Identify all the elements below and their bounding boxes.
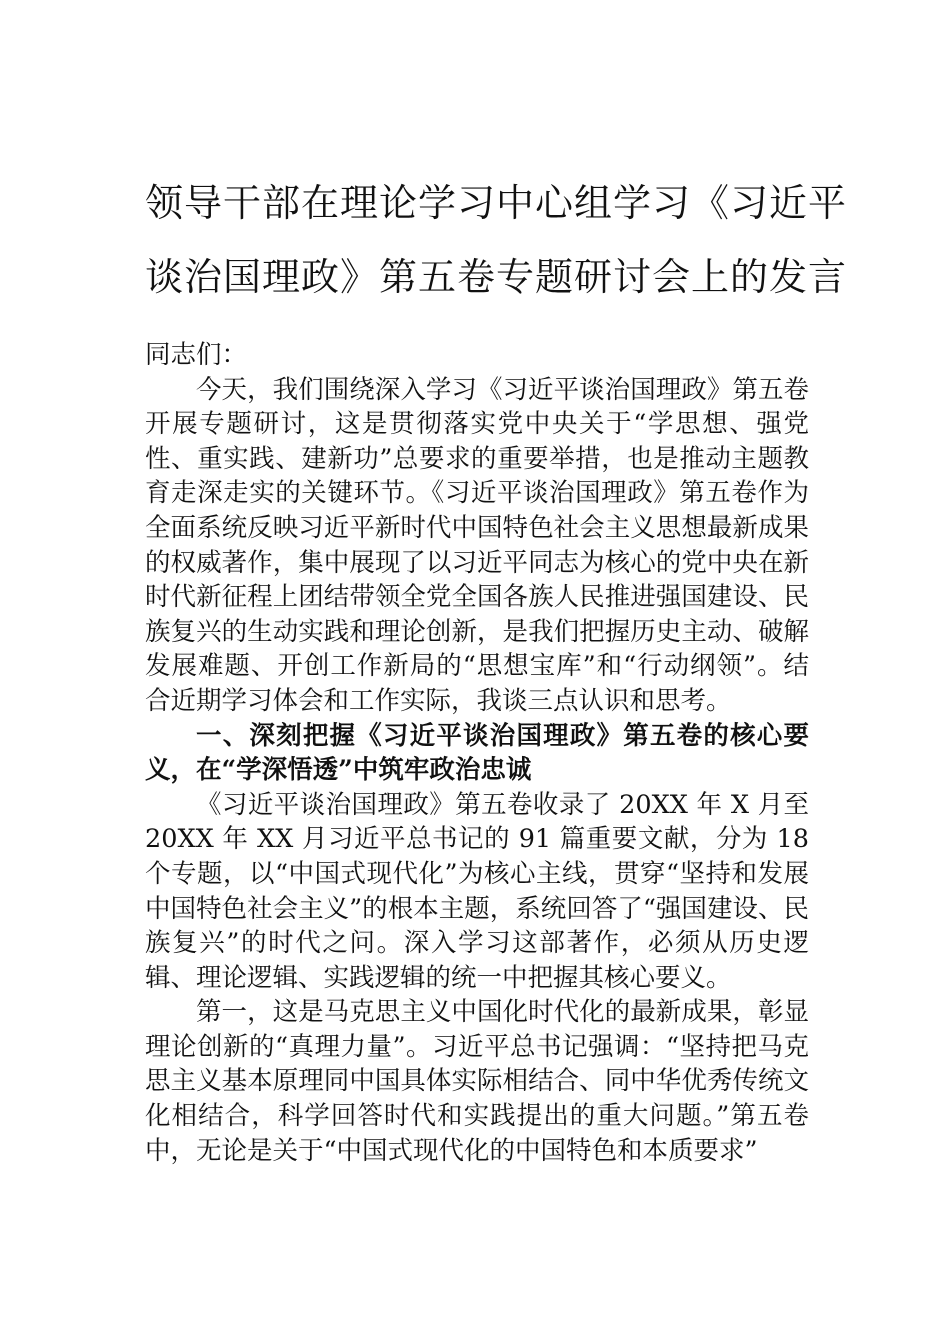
paragraph-intro: 今天，我们围绕深入学习《习近平谈治国理政》第五卷开展专题研讨，这是贯彻落实党中央关于“学思想、强党性、重实践、建新功”总要求的重要举措，也是推动主题教育走深走实的关键环节。《习近平谈治国理政》第五卷作为全面系统反映习近平新时代中国特色社会主义思想最新成果的权威著作，集中展现了以习近平同志为核心的党中央在新时代新征程上团结带领全党全国各族人民推进强国建设、民族复兴的生动实践和理论创新，是我们把握历史主动、破解发展难题、开创工作新局的“思想宝库”和“行动纲领”。结合近期学习体会和工作实际，我谈三点认识和思考。 — [145, 374, 809, 716]
title-line-2: 谈治国理政》第五卷专题研讨会上的发言 — [145, 255, 848, 299]
document-title — [145, 166, 848, 314]
section-heading-1: 一、深刻把握《习近平谈治国理政》第五卷的核心要义，在“学深悟透”中筑牢政治忠诚 — [145, 720, 809, 786]
title-line-1: 领导干部在理论学习中心组学习《习近平 — [145, 181, 848, 225]
paragraph-2: 《习近平谈治国理政》第五卷收录了 20XX 年 X 月至 20XX 年 XX 月习近平总书记的 91 篇重要文献，分为 18 个专题，以“中国式现代化”为核心主线，贯穿“坚持和发展中国特色社会主义”的根本主题，系统回答了“强国建设、民族复兴”的时代之问。深入学习这部著作，必须从历史逻辑、理论逻辑、实践逻辑的统一中把握其核心要义。 — [145, 789, 809, 993]
document-body — [145, 338, 809, 1168]
paragraph-3: 第一，这是马克思主义中国化时代化的最新成果，彰显理论创新的“真理力量”。习近平总书记强调：“坚持把马克思主义基本原理同中国具体实际相结合、同中华优秀传统文化相结合，科学回答时代和实践提出的重大问题。”第五卷中，无论是关于“中国式现代化的中国特色和本质要求” — [145, 997, 809, 1166]
salutation: 同志们： — [145, 340, 248, 370]
